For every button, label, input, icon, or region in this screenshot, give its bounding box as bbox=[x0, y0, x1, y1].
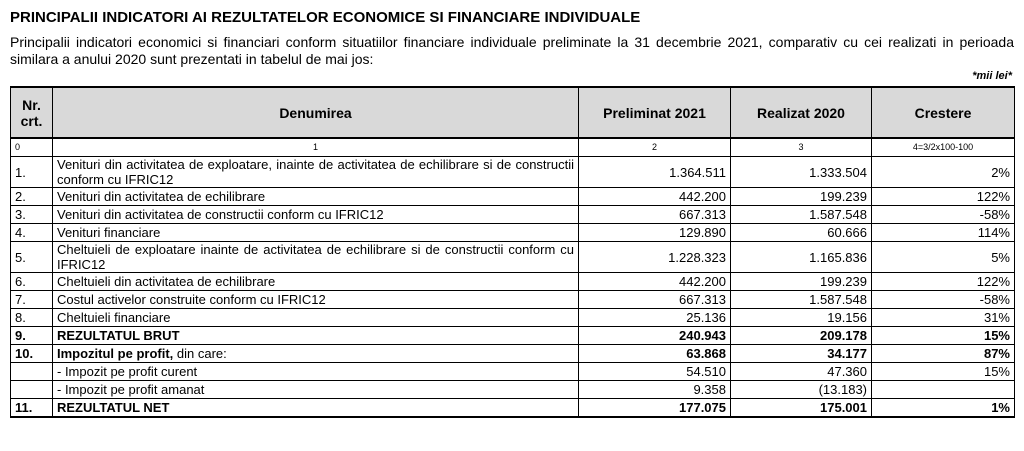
row-prelim: 442.200 bbox=[579, 273, 731, 291]
header-row bbox=[11, 87, 1015, 138]
table-row bbox=[11, 309, 1015, 327]
row-realizat: 1.587.548 bbox=[731, 206, 872, 224]
row-prelim: 63.868 bbox=[579, 345, 731, 363]
row-name: - Impozit pe profit curent bbox=[53, 363, 579, 381]
row-prelim: 667.313 bbox=[579, 206, 731, 224]
row-crestere: 122% bbox=[872, 273, 1015, 291]
row-crestere: 31% bbox=[872, 309, 1015, 327]
row-realizat: 60.666 bbox=[731, 224, 872, 242]
index-row bbox=[11, 138, 1015, 157]
row-nr: 1. bbox=[11, 157, 53, 188]
table-row bbox=[11, 381, 1015, 399]
row-nr: 9. bbox=[11, 327, 53, 345]
row-crestere: 5% bbox=[872, 242, 1015, 273]
row-nr bbox=[11, 363, 53, 381]
row-nr: 3. bbox=[11, 206, 53, 224]
row-nr: 7. bbox=[11, 291, 53, 309]
row-prelim: 1.364.511 bbox=[579, 157, 731, 188]
row-name: Impozitul pe profit, bbox=[57, 346, 174, 361]
row-realizat: 209.178 bbox=[731, 327, 872, 345]
intro-paragraph: Principalii indicatori economici si financiari conform situatiilor financiare individuale preliminate la 31 decembrie 2021, comparativ cu cei realizati in perioada similara a anului 2020 sunt prezentati in tabelul de mai jos: bbox=[10, 34, 1014, 67]
row-prelim: 177.075 bbox=[579, 399, 731, 418]
row-prelim: 442.200 bbox=[579, 188, 731, 206]
table-row bbox=[11, 242, 1015, 273]
row-realizat: 47.360 bbox=[731, 363, 872, 381]
row-nr: 10. bbox=[11, 345, 53, 363]
row-crestere: -58% bbox=[872, 206, 1015, 224]
row-crestere: 1% bbox=[872, 399, 1015, 418]
row-crestere: 15% bbox=[872, 363, 1015, 381]
index-nr: 0 bbox=[11, 138, 53, 157]
row-prelim: 54.510 bbox=[579, 363, 731, 381]
row-crestere bbox=[872, 381, 1015, 399]
index-name: 1 bbox=[53, 138, 579, 157]
row-name: Costul activelor construite conform cu IFRIC12 bbox=[53, 291, 579, 309]
row-crestere: -58% bbox=[872, 291, 1015, 309]
table-row bbox=[11, 188, 1015, 206]
row-nr: 6. bbox=[11, 273, 53, 291]
row-realizat: 1.587.548 bbox=[731, 291, 872, 309]
table-row bbox=[11, 345, 1015, 363]
row-prelim: 129.890 bbox=[579, 224, 731, 242]
index-prelim: 2 bbox=[579, 138, 731, 157]
row-name-suffix: din care: bbox=[173, 346, 227, 361]
row-realizat: 19.156 bbox=[731, 309, 872, 327]
unit-note: *mii lei* bbox=[972, 70, 1012, 82]
row-realizat: 1.165.836 bbox=[731, 242, 872, 273]
row-prelim: 9.358 bbox=[579, 381, 731, 399]
row-name: Venituri din activitatea de echilibrare bbox=[53, 188, 579, 206]
table-row bbox=[11, 399, 1015, 418]
table-row bbox=[11, 291, 1015, 309]
index-realizat: 3 bbox=[731, 138, 872, 157]
row-nr: 4. bbox=[11, 224, 53, 242]
row-realizat: 175.001 bbox=[731, 399, 872, 418]
row-name: Cheltuieli financiare bbox=[53, 309, 579, 327]
row-crestere: 114% bbox=[872, 224, 1015, 242]
col-header-name: Denumirea bbox=[53, 87, 579, 138]
row-name: - Impozit pe profit amanat bbox=[53, 381, 579, 399]
index-crestere: 4=3/2x100-100 bbox=[872, 138, 1015, 157]
row-prelim: 240.943 bbox=[579, 327, 731, 345]
col-header-nr: Nr. crt. bbox=[11, 87, 53, 138]
row-name: REZULTATUL NET bbox=[53, 399, 579, 418]
row-nr: 2. bbox=[11, 188, 53, 206]
row-crestere: 15% bbox=[872, 327, 1015, 345]
col-header-realizat: Realizat 2020 bbox=[731, 87, 872, 138]
row-prelim: 25.136 bbox=[579, 309, 731, 327]
table-row bbox=[11, 224, 1015, 242]
document-heading: PRINCIPALII INDICATORI AI REZULTATELOR ECONOMICE SI FINANCIARE INDIVIDUALE bbox=[10, 9, 641, 26]
row-nr: 8. bbox=[11, 309, 53, 327]
row-realizat: 199.239 bbox=[731, 188, 872, 206]
table-row bbox=[11, 273, 1015, 291]
row-name: Venituri financiare bbox=[53, 224, 579, 242]
row-nr: 11. bbox=[11, 399, 53, 418]
row-realizat: 34.177 bbox=[731, 345, 872, 363]
row-realizat: 199.239 bbox=[731, 273, 872, 291]
col-header-crestere: Crestere bbox=[872, 87, 1015, 138]
row-name: Venituri din activitatea de exploatare, inainte de activitatea de echilibrare si de constructii conform cu IFRIC12 bbox=[53, 157, 579, 188]
row-nr: 5. bbox=[11, 242, 53, 273]
table-row bbox=[11, 363, 1015, 381]
table-row bbox=[11, 327, 1015, 345]
table-row bbox=[11, 157, 1015, 188]
row-prelim: 667.313 bbox=[579, 291, 731, 309]
row-name: Venituri din activitatea de constructii conform cu IFRIC12 bbox=[53, 206, 579, 224]
col-header-prelim: Preliminat 2021 bbox=[579, 87, 731, 138]
row-nr bbox=[11, 381, 53, 399]
row-realizat: 1.333.504 bbox=[731, 157, 872, 188]
row-name: REZULTATUL BRUT bbox=[53, 327, 579, 345]
row-crestere: 2% bbox=[872, 157, 1015, 188]
row-realizat: (13.183) bbox=[731, 381, 872, 399]
row-name-cell bbox=[53, 345, 579, 363]
row-prelim: 1.228.323 bbox=[579, 242, 731, 273]
row-crestere: 87% bbox=[872, 345, 1015, 363]
row-name: Cheltuieli de exploatare inainte de activitatea de echilibrare si de constructii conform cu IFRIC12 bbox=[53, 242, 579, 273]
indicators-table bbox=[10, 86, 1015, 418]
row-crestere: 122% bbox=[872, 188, 1015, 206]
row-name: Cheltuieli din activitatea de echilibrare bbox=[53, 273, 579, 291]
table-row bbox=[11, 206, 1015, 224]
